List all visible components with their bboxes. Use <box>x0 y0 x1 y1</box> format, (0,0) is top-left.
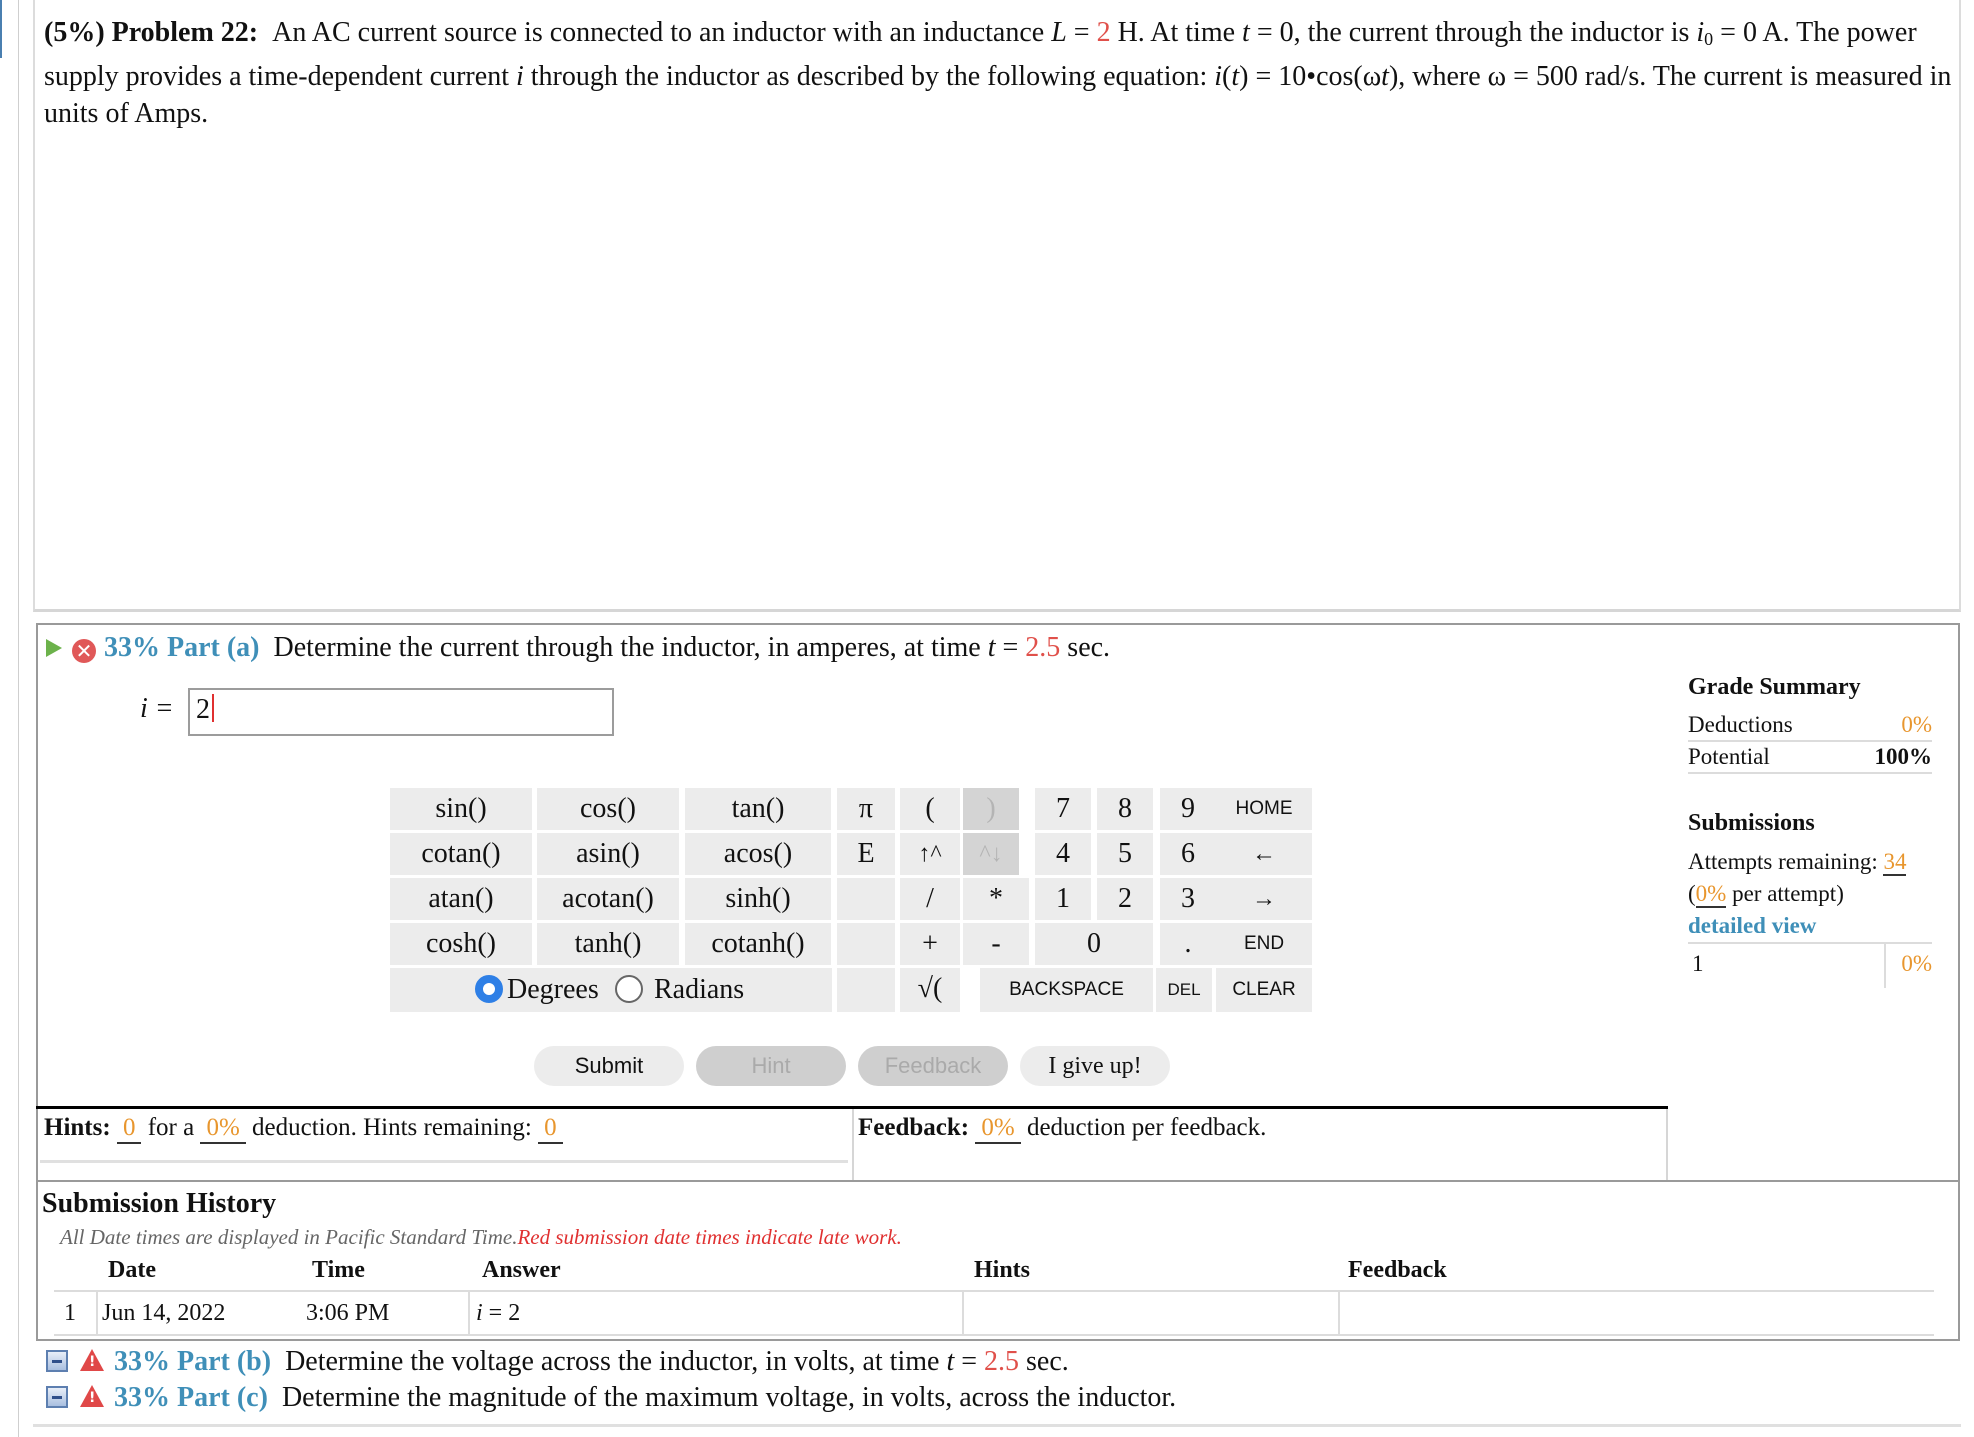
key-blank <box>837 968 895 1012</box>
problem-text: through the inductor as described by the following equation: <box>523 61 1215 92</box>
deductions-value: 0% <box>1901 712 1932 737</box>
col-answer: Answer <box>482 1257 561 1283</box>
collapse-icon[interactable] <box>46 1350 68 1372</box>
feedback-label: Feedback: <box>858 1114 970 1141</box>
key-4[interactable]: 4 <box>1035 833 1091 875</box>
eq-sign: = <box>1066 17 1097 48</box>
submission-number: 1 <box>1692 951 1704 976</box>
var-L: L <box>1051 17 1067 48</box>
part-b-label: Part (b) <box>177 1346 272 1377</box>
row-answer <box>476 1300 520 1327</box>
key-cotanh[interactable]: cotanh() <box>685 923 831 965</box>
collapse-icon[interactable] <box>46 1386 68 1408</box>
equation-text: = 10•cos(ω <box>1248 61 1382 92</box>
key-blank <box>837 878 895 920</box>
key-right-arrow[interactable]: → <box>1216 878 1312 920</box>
attempts-info <box>1688 846 1948 942</box>
feedback-deduction: 0% <box>975 1114 1020 1144</box>
feedback-text: deduction per feedback. <box>1020 1114 1267 1141</box>
key-tanh[interactable]: tanh() <box>537 923 679 965</box>
key-7[interactable]: 7 <box>1035 788 1091 830</box>
key-down: ^↓ <box>963 833 1019 875</box>
cell-divider <box>96 1292 98 1334</box>
part-c-header[interactable] <box>46 1382 1176 1414</box>
key-dot[interactable]: . <box>1160 923 1216 965</box>
row-date: Jun 14, 2022 <box>102 1300 226 1326</box>
col-hints: Hints <box>974 1257 1031 1283</box>
var-t: t <box>1242 17 1250 48</box>
cell-divider <box>1338 1292 1340 1334</box>
hints-divider <box>40 1160 848 1163</box>
problem-text: H. At time <box>1110 17 1243 48</box>
degrees-label: Degrees <box>507 974 599 1005</box>
inductance-value: 2 <box>1096 17 1111 48</box>
cell-divider <box>962 1292 964 1334</box>
key-6[interactable]: 6 <box>1160 833 1216 875</box>
table-header-rule <box>54 1290 1934 1292</box>
hints-count: 0 <box>117 1114 142 1144</box>
key-5[interactable]: 5 <box>1097 833 1153 875</box>
key-asin[interactable]: asin() <box>537 833 679 875</box>
submission-grade: 0% <box>1901 951 1932 976</box>
left-accent-rule <box>0 0 2 58</box>
problem-weight: (5%) <box>44 17 105 48</box>
hint-button: Hint <box>696 1046 846 1086</box>
key-up[interactable]: ↑^ <box>900 833 960 875</box>
key-9[interactable]: 9 <box>1160 788 1216 830</box>
key-sinh[interactable]: sinh() <box>685 878 831 920</box>
part-b-percent: 33% <box>114 1346 170 1377</box>
cell-divider <box>1884 944 1886 988</box>
key-divide[interactable]: / <box>900 878 960 920</box>
problem-text: = 0 A. The power supply provides a time-dependent current <box>44 17 1917 92</box>
var-t: t <box>1231 61 1240 92</box>
var-t: t <box>946 1346 955 1377</box>
part-a-percent: 33% <box>104 632 160 663</box>
hints-remaining: 0 <box>538 1114 563 1144</box>
var-i: i <box>1696 17 1705 48</box>
row-time: 3:06 PM <box>306 1300 390 1326</box>
deductions-label: Deductions <box>1688 712 1793 737</box>
angle-mode-row <box>390 968 832 1012</box>
answer-value: 2 <box>196 694 210 725</box>
deductions-row <box>1688 710 1932 742</box>
key-rparen: ) <box>963 788 1019 830</box>
row-number: 1 <box>64 1300 76 1326</box>
key-8[interactable]: 8 <box>1097 788 1153 830</box>
unit-sec: sec. <box>1019 1346 1069 1377</box>
col-feedback: Feedback <box>1348 1257 1447 1283</box>
hints-text: for a <box>141 1114 201 1141</box>
var-t: t <box>987 632 996 663</box>
feedback-info <box>858 1114 1266 1144</box>
col-time: Time <box>312 1257 365 1283</box>
per-attempt-paren: ( <box>1688 881 1696 906</box>
degrees-radio[interactable] <box>475 975 503 1003</box>
key-acotan[interactable]: acotan() <box>537 878 679 920</box>
submission-grade-row <box>1688 942 1932 986</box>
part-a-header[interactable] <box>46 630 1110 666</box>
late-note: Red submission date times indicate late work. <box>517 1225 902 1249</box>
key-backspace[interactable]: BACKSPACE <box>980 968 1153 1012</box>
var-i: i <box>1214 61 1223 92</box>
problem-text: ), where ω = 500 rad/s. The current is measured in units of Amps. <box>44 61 1952 129</box>
key-del[interactable]: DEL <box>1156 968 1212 1012</box>
bottom-rule <box>33 1424 1961 1427</box>
part-b-question: Determine the voltage across the inductor, in volts, at time <box>285 1346 947 1377</box>
key-3[interactable]: 3 <box>1160 878 1216 920</box>
table-row-rule <box>54 1334 1934 1336</box>
key-minus[interactable]: - <box>963 923 1029 965</box>
unit-sec: sec. <box>1060 632 1111 663</box>
grade-summary-title: Grade Summary <box>1688 674 1861 700</box>
incorrect-x-icon: ✕ <box>72 639 96 663</box>
feedback-button: Feedback <box>858 1046 1008 1086</box>
column-divider <box>1666 1109 1668 1181</box>
expand-triangle-icon[interactable] <box>46 639 62 657</box>
cell-divider <box>468 1292 470 1334</box>
problem-text: An AC current source is connected to an inductor with an inductance <box>272 17 1052 48</box>
grade-summary <box>1688 674 1932 701</box>
time-value: 2.5 <box>1025 632 1061 663</box>
eq-sign: = <box>995 632 1026 663</box>
key-lparen[interactable]: ( <box>900 788 960 830</box>
col-date: Date <box>108 1257 156 1283</box>
part-c-label: Part (c) <box>177 1382 268 1413</box>
submission-history-note <box>60 1225 902 1250</box>
key-sin[interactable]: sin() <box>390 788 532 830</box>
problem-text: = 0, the current through the inductor is <box>1249 17 1697 48</box>
submit-button[interactable]: Submit <box>534 1046 684 1086</box>
key-e[interactable]: E <box>837 833 895 875</box>
submission-history-title: Submission History <box>42 1188 277 1219</box>
var-t: t <box>1381 61 1389 92</box>
time-value: 2.5 <box>984 1346 1020 1377</box>
key-0[interactable]: 0 <box>1035 923 1153 965</box>
per-attempt-text: per attempt) <box>1726 881 1844 906</box>
key-end[interactable]: END <box>1216 923 1312 965</box>
warning-icon: ! <box>80 1349 104 1371</box>
answer-text: = 2 <box>482 1300 521 1326</box>
part-b-header[interactable] <box>46 1346 1069 1378</box>
radians-radio[interactable] <box>615 975 643 1003</box>
key-2[interactable]: 2 <box>1097 878 1153 920</box>
column-divider <box>852 1109 854 1181</box>
var-i: i <box>515 61 524 92</box>
key-cosh[interactable]: cosh() <box>390 923 532 965</box>
eq-sign: = <box>954 1346 985 1377</box>
part-c-question: Determine the magnitude of the maximum voltage, in volts, across the inductor. <box>281 1382 1177 1413</box>
answer-input[interactable] <box>188 688 614 736</box>
key-plus[interactable]: + <box>900 923 960 965</box>
answer-var: i <box>476 1300 483 1326</box>
part-c-percent: 33% <box>114 1382 170 1413</box>
attempts-label: Attempts remaining: <box>1688 849 1884 874</box>
key-1[interactable]: 1 <box>1035 878 1091 920</box>
hints-text: deduction. Hints remaining: <box>245 1114 539 1141</box>
key-blank <box>837 923 895 965</box>
part-a-question: Determine the current through the inductor, in amperes, at time <box>273 632 988 663</box>
text-caret <box>212 694 214 722</box>
subscript-zero: 0 <box>1704 29 1714 49</box>
give-up-button[interactable]: I give up! <box>1020 1046 1170 1086</box>
key-cotan[interactable]: cotan() <box>390 833 532 875</box>
hints-deduction: 0% <box>200 1114 245 1144</box>
radians-label: Radians <box>654 974 745 1005</box>
problem-statement: (5%) Problem 22: An AC current source is connected to an inductor with an inductance L = 2 H. At time t = 0, the current through the inductor is $i_0 = 0$ A. The power supply provides a time-dependent current i through the inductor as described by the following equation: i(t) = 10•cos(ωt), where ω = 500 rad/s. The current is measured in units of Amps. <box>44 17 1952 129</box>
key-tan[interactable]: tan() <box>685 788 831 830</box>
key-clear[interactable]: CLEAR <box>1216 968 1312 1012</box>
timezone-note: All Date times are displayed in Pacific Standard Time. <box>60 1225 518 1249</box>
part-a-label: Part (a) <box>167 632 260 663</box>
key-left-arrow[interactable]: ← <box>1216 833 1312 875</box>
per-attempt-value: 0% <box>1695 881 1727 906</box>
potential-row <box>1688 742 1932 774</box>
hints-info <box>44 1114 563 1144</box>
attempts-remaining: 34 <box>1883 849 1907 874</box>
answer-label <box>140 693 174 725</box>
answer-var: i = <box>140 693 174 724</box>
key-home[interactable]: HOME <box>1216 788 1312 830</box>
section-rule <box>36 1180 1960 1182</box>
degrees-option[interactable] <box>475 968 599 1012</box>
radians-option[interactable] <box>615 968 744 1012</box>
key-pi[interactable]: π <box>837 788 895 830</box>
problem-label: Problem 22: <box>111 17 259 48</box>
warning-icon: ! <box>80 1385 104 1407</box>
potential-label: Potential <box>1688 744 1770 769</box>
key-atan[interactable]: atan() <box>390 878 532 920</box>
key-multiply[interactable]: * <box>963 878 1029 920</box>
detailed-view-link[interactable]: detailed view <box>1688 913 1817 938</box>
submissions-title: Submissions <box>1688 810 1815 836</box>
potential-value: 100% <box>1874 744 1932 769</box>
hints-label: Hints: <box>44 1114 111 1141</box>
key-sqrt[interactable]: √( <box>900 968 960 1012</box>
key-acos[interactable]: acos() <box>685 833 831 875</box>
key-cos[interactable]: cos() <box>537 788 679 830</box>
